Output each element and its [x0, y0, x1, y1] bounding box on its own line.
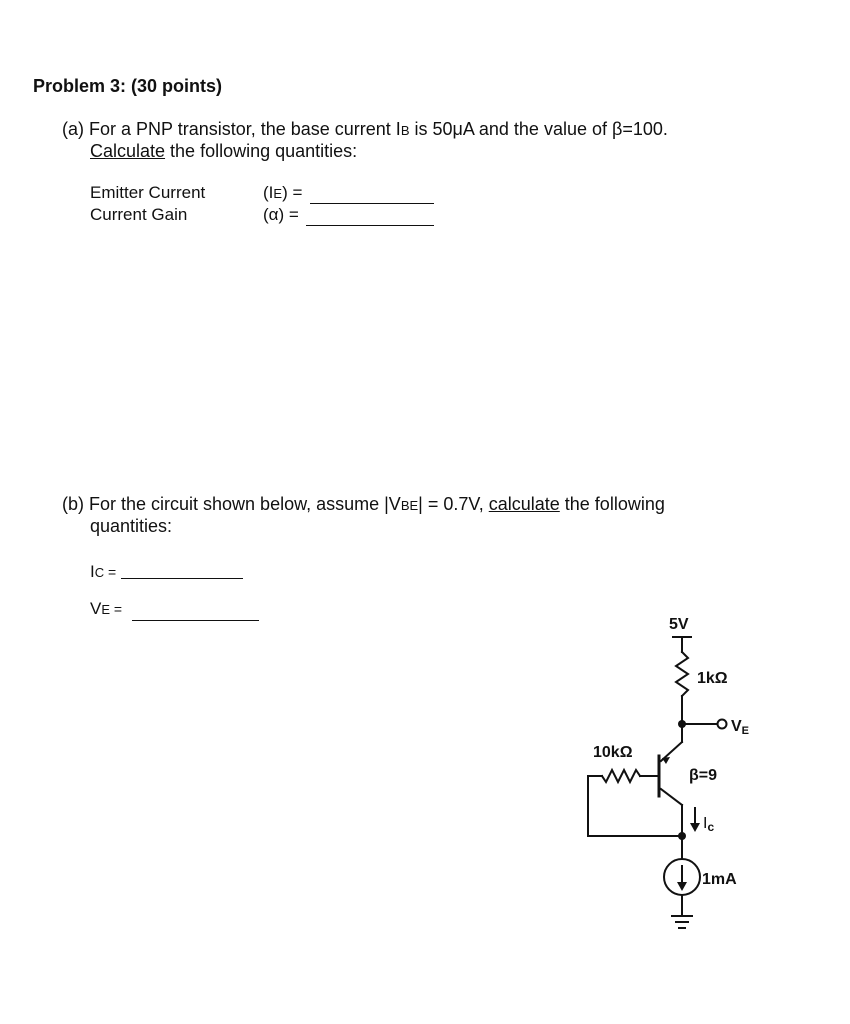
part-a-line2-rest: the following quantities:: [165, 141, 358, 161]
ic-letter: I: [90, 562, 95, 581]
current-gain-label: Current Gain: [90, 205, 188, 224]
ve-node-letter: V: [731, 718, 742, 735]
part-b-prefix: (b) For the circuit shown below, assume |V: [62, 494, 401, 514]
current-source-arrowhead: [677, 882, 687, 891]
part-b-middle: | = 0.7V,: [418, 494, 489, 514]
current-gain-symbol: (α) =: [263, 205, 299, 224]
emitter-resistor-label: 1kΩ: [697, 670, 728, 687]
current-source-label: 1mA: [702, 871, 737, 888]
supply-label: 5V: [669, 616, 689, 633]
base-resistor: [602, 770, 640, 782]
ie-subscript: E: [273, 186, 283, 201]
collector-junction-dot: [678, 832, 686, 840]
ve-subscript: E: [101, 602, 111, 617]
part-a-prefix: (a) For a PNP transistor, the base current I: [62, 119, 401, 139]
calculate-link-b: calculate: [488, 494, 560, 514]
collector-diagonal: [661, 789, 682, 805]
ic-equals: =: [104, 564, 117, 580]
ic-arrow-letter: I: [703, 815, 708, 832]
ic-arrowhead: [690, 823, 700, 832]
calculate-link-a: Calculate: [90, 141, 166, 161]
ve-equals: =: [110, 601, 123, 617]
ie-symbol-close: ) =: [282, 183, 303, 202]
ic-arrow-subscript: c: [707, 820, 715, 834]
ve-junction-dot: [678, 720, 686, 728]
problem-title: Problem 3: (30 points): [33, 76, 223, 96]
vbe-subscript: BE: [400, 498, 419, 513]
base-resistor-label: 10kΩ: [593, 744, 633, 761]
part-b-rest: the following: [559, 494, 665, 514]
ic-subscript: C: [94, 565, 105, 580]
ve-node-subscript: E: [741, 725, 750, 737]
ic-arrow-label: [703, 815, 714, 834]
part-a-middle: is 50μA and the value of β=100.: [409, 119, 668, 139]
emitter-current-label: Emitter Current: [90, 183, 206, 202]
emitter-arrowhead: [662, 757, 670, 764]
emitter-resistor: [676, 652, 688, 696]
ve-node-label: [731, 718, 749, 737]
beta-label: β=9: [689, 767, 718, 784]
ve-letter: V: [90, 599, 102, 618]
ve-terminal: [718, 720, 727, 729]
ib-subscript: B: [400, 123, 410, 138]
part-b-line2: quantities:: [90, 516, 173, 536]
ie-symbol-open: (I: [263, 183, 274, 202]
